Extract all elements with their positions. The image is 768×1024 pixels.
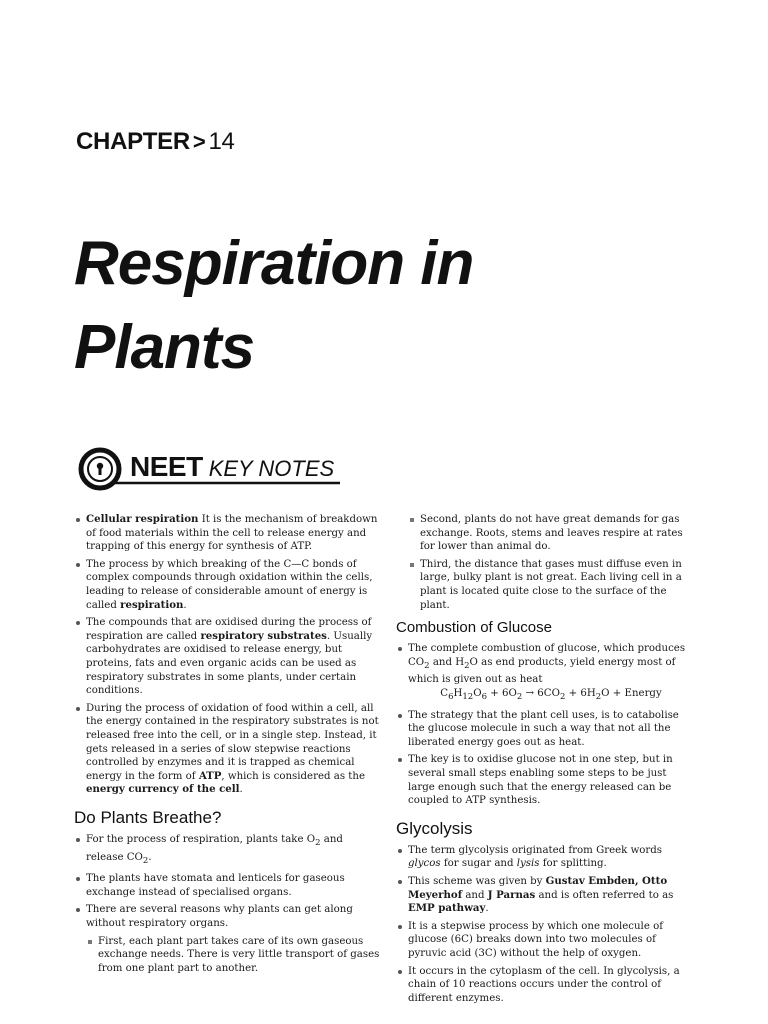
list-item: The complete combustion of glucose, which produces $CO_2$ and $H_2O$ as end products, yield energy most of which is given out as heat $C_6H_{12}O_6 + 6O_2 \to 6CO_2 + 6H_2O$ + Energy: [396, 642, 694, 704]
chapter-word: CHAPTER: [76, 128, 190, 155]
list-item: The process by which breaking of the C—C bonds of complex compounds through oxidation within the cells, leading to release of considerable amount of energy is called respiration.: [74, 558, 380, 612]
glucose-combustion-equation: $C_6H_{12}O_6 + 6O_2 \to 6CO_2 + 6H_2O$ + Energy: [440, 687, 662, 702]
sub-list-item: Second, plants do not have great demands for gas exchange. Roots, stems and leaves respire at rates for lower than animal do.: [408, 513, 694, 554]
list-item: The term glycolysis originated from Greek words glycos for sugar and lysis for splitting.: [396, 844, 694, 871]
keynotes-label: [130, 451, 334, 483]
chapter-label: [76, 128, 235, 156]
list-item: It is a stepwise process by which one molecule of glucose (6C) breaks down into two molecules of pyruvic acid (3C) without the help of oxygen.: [396, 920, 694, 961]
left-column: [74, 513, 380, 979]
neet-word: NEET: [130, 451, 203, 482]
title-line-1: Respiration in: [74, 229, 474, 298]
list-item: There are several reasons why plants can get along without respiratory organs.: [74, 903, 380, 930]
section-heading: Glycolysis: [396, 818, 473, 838]
chapter-number: 14: [208, 128, 235, 155]
right-column: [396, 513, 694, 1009]
page-title: [74, 222, 473, 390]
section-heading: Combustion of Glucose: [396, 619, 552, 637]
section-heading: Do Plants Breathe?: [74, 807, 222, 827]
list-item: The key is to oxidise glucose not in one step, but in several small steps enabling some steps to be just large enough such that the energy released can be coupled to ATP synthesis.: [396, 753, 694, 807]
list-item: It occurs in the cytoplasm of the cell. In glycolysis, a chain of 10 reactions occurs under the control of different enzymes.: [396, 965, 694, 1006]
list-item: Cellular respiration It is the mechanism of breakdown of food materials within the cell to release energy and trapping of this energy for synthesis of ATP.: [74, 513, 380, 554]
list-item: The plants have stomata and lenticels for gaseous exchange instead of specialised organs.: [74, 872, 380, 899]
list-item: The compounds that are oxidised during the process of respiration are called respiratory substrates. Usually carbohydrates are oxidised to release energy, but proteins, fats and even organic acids can be used as respiratory substrates in some plants, under certain conditions.: [74, 616, 380, 698]
chapter-arrow: >: [192, 129, 206, 154]
sub-list-item: Third, the distance that gases must diffuse even in large, bulky plant is not great. Each living cell in a plant is located quite close to the surface of the plant.: [408, 558, 694, 612]
list-item: This scheme was given by Gustav Embden, Otto Meyerhof and J Parnas and is often referred to as EMP pathway.: [396, 875, 694, 916]
list-item: For the process of respiration, plants take $O_2$ and release $CO_2$.: [74, 833, 380, 868]
list-item: During the process of oxidation of food within a cell, all the energy contained in the respiratory substrates is not released free into the cell, or in a single step. Instead, it gets released in a series of slow stepwise reactions controlled by enzymes and it is trapped as chemical energy in the form of ATP, which is considered as the energy currency of the cell.: [74, 702, 380, 797]
list-item: The strategy that the plant cell uses, is to catabolise the glucose molecule in such a way that not all the liberated energy goes out as heat.: [396, 709, 694, 750]
sub-list-item: First, each plant part takes care of its own gaseous exchange needs. There is very little transport of gases from one plant part to another.: [86, 935, 380, 976]
title-line-2: Plants: [74, 313, 255, 382]
neet-key-notes-banner: [78, 445, 342, 497]
key-notes-word: KEY NOTES: [208, 456, 335, 481]
